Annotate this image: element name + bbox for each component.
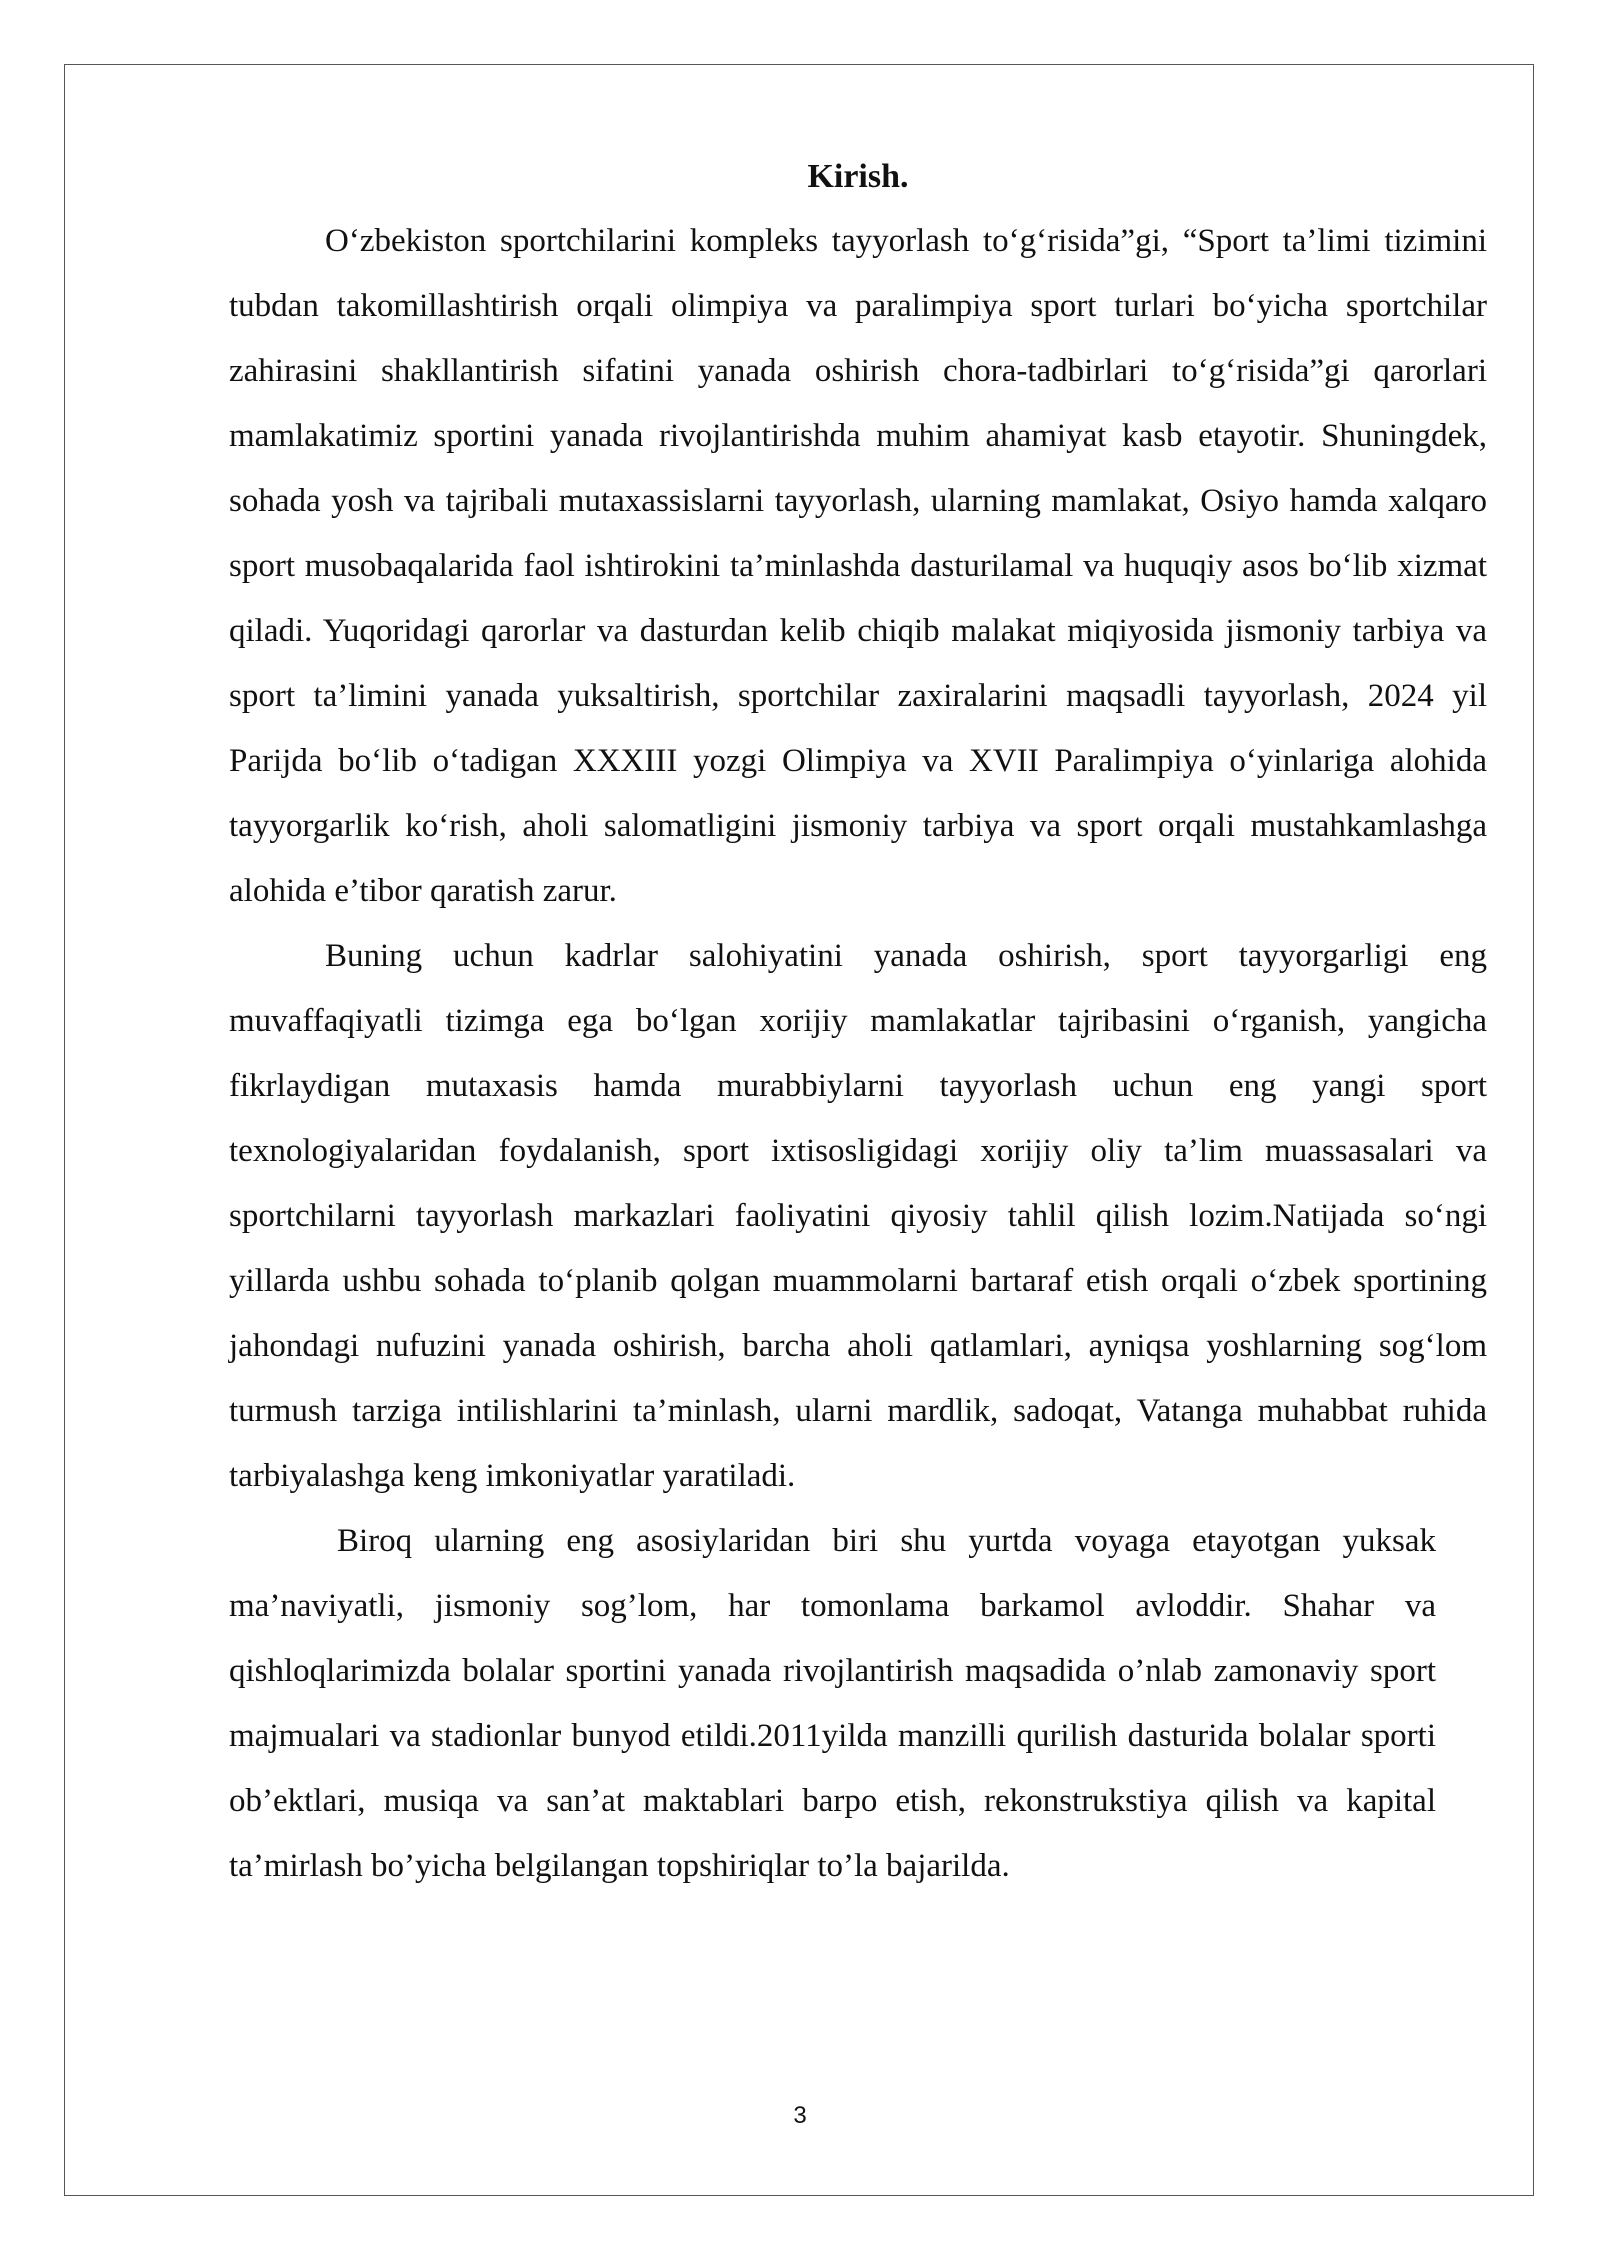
document-title: Kirish. [807,158,909,195]
paragraph-2: Buning uchun kadrlar salohiyatini yanada oshirish, sport tayyorgarligi eng muvaffaqiyatli tizimga ega bo‘lgan xorijiy mamlakatlar tajribasini o‘rganish, yangicha fikrlaydigan mutaxasis hamda murabbiylarni tayyorlash uchun eng yangi sport texnologiyalaridan foydalanish, sport ixtisosligidagi xorijiy oliy ta’lim muassasalari va sportchilarni tayyorlash markazlari faoliyatini qiyosiy tahlil qilish lozim.Natijada so‘ngi yillarda ushbu sohada to‘planib qolgan muammolarni bartaraf etish orqali o‘zbek sportining jahondagi nufuzini yanada oshirish, barcha aholi qatlamlari, ayniqsa yoshlarning sog‘lom turmush tarziga intilishlarini ta’minlash, ularni mardlik, sadoqat, Vatanga muhabbat ruhida tarbiyalashga keng imkoniyatlar yaratiladi. [229,938,1487,1494]
paragraph-3: Biroq ularning eng asosiylaridan biri shu yurtda voyaga etayotgan yuksak ma’naviyatli, jismoniy sog’lom, har tomonlama barkamol avloddir. Shahar va qishloqlarimizda bolalar sportini yanada rivojlantirish maqsadida o’nlab zamonaviy sport majmualari va stadionlar bunyod etildi.2011yilda manzilli qurilish dasturida bolalar sporti ob’ektlari, musiqa va san’at maktablari barpo etish, rekonstrukstiya qilish va kapital ta’mirlash bo’yicha belgilangan topshiriqlar to’la bajarilda. [229,1523,1436,1884]
document-body [229,145,1487,1899]
page-number: 3 [793,2102,807,2129]
paragraph-1: O‘zbekiston sportchilarini kompleks tayyorlash to‘g‘risida”gi, “Sport ta’limi tizimini tubdan takomillashtirish orqali olimpiya va paralimpiya sport turlari bo‘yicha sportchilar zahirasini shakllantirish sifatini yanada oshirish chora-tadbirlari to‘g‘risida”gi qarorlari mamlakatimiz sportini yanada rivojlantirishda muhim ahamiyat kasb etayotir. Shuningdek, sohada yosh va tajribali mutaxassislarni tayyorlash, ularning mamlakat, Osiyo hamda xalqaro sport musobaqalarida faol ishtirokini ta’minlashda dasturilamal va huquqiy asos bo‘lib xizmat qiladi. Yuqoridagi qarorlar va dasturdan kelib chiqib malakat miqiyosida jismoniy tarbiya va sport ta’limini yanada yuksaltirish, sportchilar zaxiralarini maqsadli tayyorlash, 2024 yil Parijda bo‘lib o‘tadigan XXXIII yozgi Olimpiya va XVII Paralimpiya o‘yinlariga alohida tayyorgarlik ko‘rish, aholi salomatligini jismoniy tarbiya va sport orqali mustahkamlashga alohida e’tibor qaratish zarur. [229,223,1487,909]
